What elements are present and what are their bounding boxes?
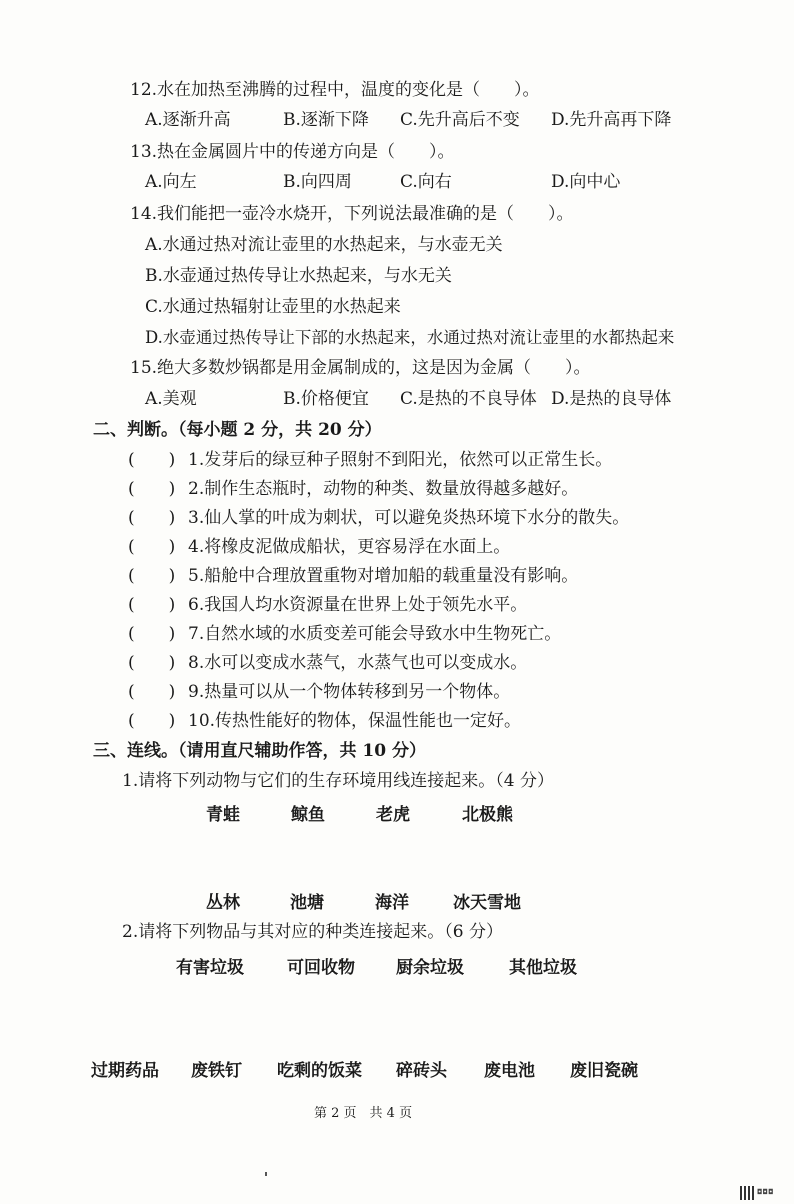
match-q1-animal[interactable]: 北极熊: [462, 805, 513, 825]
q15-option-c: C.是热的不良导体: [400, 389, 537, 409]
answer-blank[interactable]: ( ): [128, 508, 176, 528]
match-q1-habitat[interactable]: 海洋: [375, 893, 409, 913]
question-13-stem: 13.热在金属圆片中的传递方向是（ ）。: [130, 142, 455, 162]
judge-item-8: [128, 653, 527, 673]
q13-option-d: D.向中心: [551, 172, 621, 192]
match-q2-item[interactable]: 废电池: [484, 1061, 535, 1081]
judge-text: 8.水可以变成水蒸气，水蒸气也可以变成水。: [188, 653, 528, 673]
match-q2-item[interactable]: 吃剩的饭菜: [277, 1061, 362, 1081]
q13-option-b: B.向四周: [283, 172, 352, 192]
q15-option-a: A.美观: [145, 389, 197, 409]
section-2-heading: 二、判断。（每小题 2 分，共 20 分）: [93, 420, 382, 440]
watermark-logo-icon: ◘◘◘: [757, 1188, 774, 1196]
q14-option-c: C.水通过热辐射让壶里的水热起来: [145, 297, 401, 317]
judge-item-9: [128, 682, 510, 702]
answer-blank[interactable]: ( ): [128, 595, 176, 615]
judge-item-3: [128, 508, 629, 528]
q15-option-d: D.是热的良导体: [551, 389, 672, 409]
match-q2-item[interactable]: 废铁钉: [191, 1061, 242, 1081]
match-q2-item[interactable]: 碎砖头: [396, 1061, 447, 1081]
q14-option-d: D.水壶通过热传导让下部的水热起来，水通过热对流让壶里的水都热起来: [145, 328, 675, 347]
answer-blank[interactable]: ( ): [128, 624, 176, 644]
judge-text: 5.船舱中合理放置重物对增加船的载重量没有影响。: [188, 566, 579, 586]
q15-option-b: B.价格便宜: [283, 389, 369, 409]
judge-text: 4.将橡皮泥做成船状，更容易浮在水面上。: [188, 537, 511, 557]
q13-option-a: A.向左: [145, 172, 197, 192]
page-number: 第 2 页 共 4 页: [314, 1106, 413, 1121]
question-12-stem: 12.水在加热至沸腾的过程中，温度的变化是（ ）。: [130, 80, 540, 100]
qr-code-icon: [740, 1186, 754, 1200]
match-q2-item[interactable]: 过期药品: [91, 1061, 159, 1081]
section-3-heading: 三、连线。（请用直尺辅助作答，共 10 分）: [93, 741, 426, 761]
match-q1-animal[interactable]: 鲸鱼: [291, 805, 325, 825]
q12-option-a: A.逐渐升高: [145, 110, 231, 130]
judge-text: 6.我国人均水资源量在世界上处于领先水平。: [188, 595, 528, 615]
q12-option-d: D.先升高再下降: [551, 110, 672, 130]
judge-text: 10.传热性能好的物体，保温性能也一定好。: [188, 711, 522, 731]
q12-option-c: C.先升高后不变: [400, 110, 520, 130]
q14-option-b: B.水壶通过热传导让水热起来，与水无关: [145, 266, 452, 286]
judge-text: 1.发芽后的绿豆种子照射不到阳光，依然可以正常生长。: [188, 450, 613, 470]
answer-blank[interactable]: ( ): [128, 653, 176, 673]
match-q2-category[interactable]: 其他垃圾: [509, 958, 577, 978]
answer-blank[interactable]: ( ): [128, 566, 176, 586]
match-q1-habitat[interactable]: 池塘: [290, 893, 324, 913]
match-q2-item[interactable]: 废旧瓷碗: [570, 1061, 638, 1081]
judge-text: 3.仙人掌的叶成为刺状，可以避免炎热环境下水分的散失。: [188, 508, 630, 528]
answer-blank[interactable]: ( ): [128, 450, 176, 470]
match-q1-habitat[interactable]: 丛林: [206, 893, 240, 913]
judge-text: 2.制作生态瓶时，动物的种类、数量放得越多越好。: [188, 479, 579, 499]
match-q2-category[interactable]: 厨余垃圾: [396, 958, 464, 978]
answer-blank[interactable]: ( ): [128, 537, 176, 557]
match-q1-animal[interactable]: 青蛙: [206, 805, 240, 825]
judge-text: 9.热量可以从一个物体转移到另一个物体。: [188, 682, 511, 702]
answer-blank[interactable]: ( ): [128, 682, 176, 702]
q12-option-b: B.逐渐下降: [283, 110, 369, 130]
judge-item-2: [128, 479, 578, 499]
judge-item-1: [128, 450, 612, 470]
judge-item-6: [128, 595, 527, 615]
judge-item-7: [128, 624, 561, 644]
q13-option-c: C.向右: [400, 172, 452, 192]
question-15-stem: 15.绝大多数炒锅都是用金属制成的，这是因为金属（ ）。: [130, 358, 591, 378]
judge-item-10: [128, 711, 521, 731]
judge-text: 7.自然水域的水质变差可能会导致水中生物死亡。: [188, 624, 562, 644]
match-q1-animal[interactable]: 老虎: [376, 805, 410, 825]
q14-option-a: A.水通过热对流让壶里的水热起来，与水壶无关: [145, 235, 503, 255]
judge-item-5: [128, 566, 578, 586]
answer-blank[interactable]: ( ): [128, 711, 176, 731]
scan-speck: [265, 1172, 267, 1176]
judge-item-4: [128, 537, 510, 557]
match-q1-stem: 1.请将下列动物与它们的生存环境用线连接起来。（4 分）: [122, 771, 554, 791]
match-q2-category[interactable]: 有害垃圾: [176, 958, 244, 978]
match-q2-stem: 2.请将下列物品与其对应的种类连接起来。（6 分）: [122, 922, 503, 942]
question-14-stem: 14.我们能把一壶冷水烧开，下列说法最准确的是（ ）。: [130, 204, 574, 224]
match-q1-habitat[interactable]: 冰天雪地: [453, 893, 521, 913]
match-q2-category[interactable]: 可回收物: [287, 958, 355, 978]
answer-blank[interactable]: ( ): [128, 479, 176, 499]
